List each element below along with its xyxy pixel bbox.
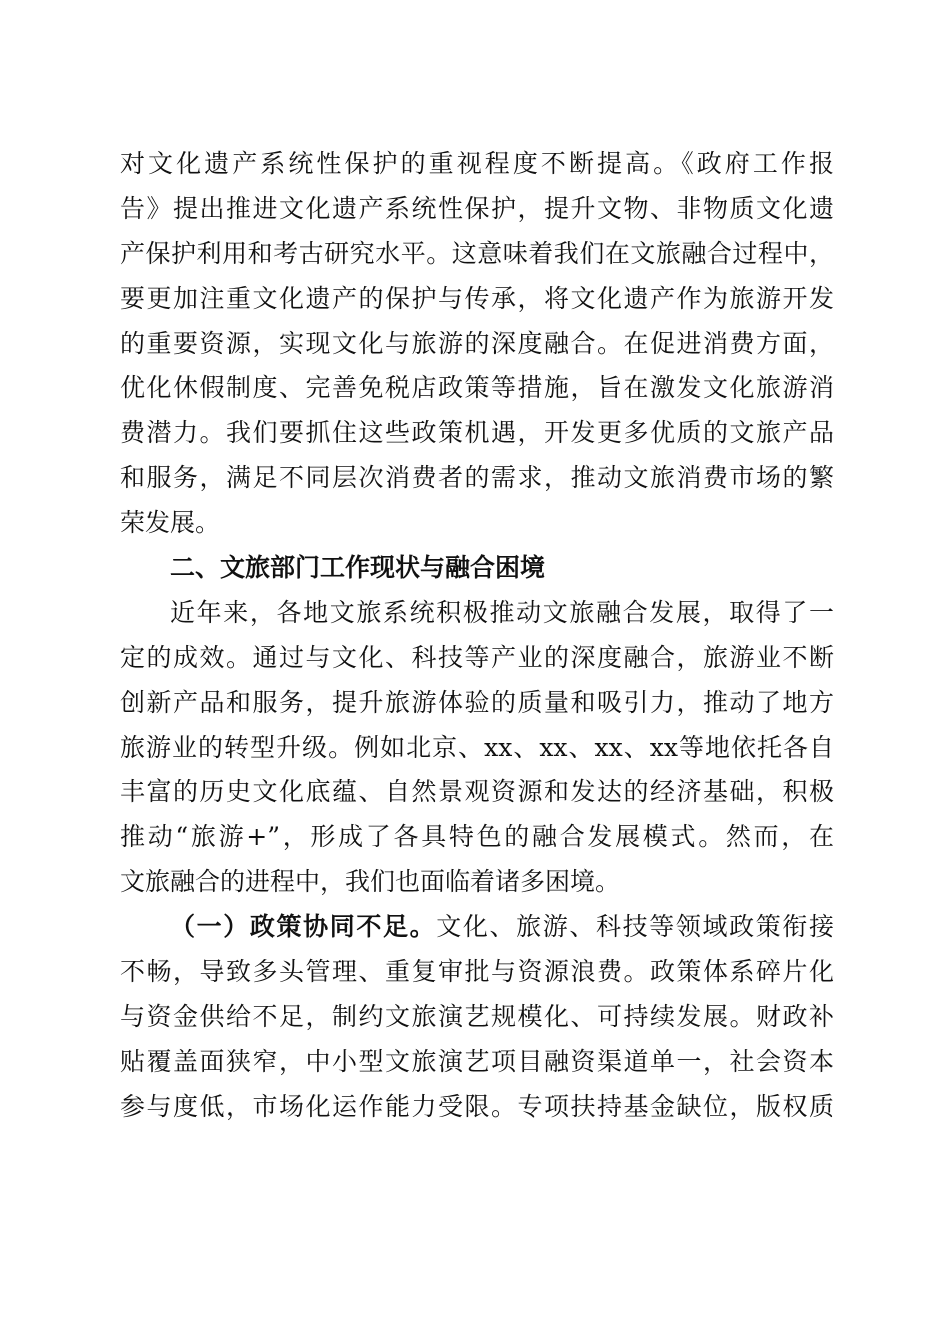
text-line: 贴覆盖面狭窄，中小型文旅演艺项目融资渠道单一，社会资本 (120, 1046, 834, 1076)
paragraph-policy-coordination (120, 905, 834, 1129)
text-line: 近年来，各地文旅系统积极推动文旅融合发展，取得了一 (170, 597, 834, 627)
text-line: 丰富的历史文化底蕴、自然景观资源和发达的经济基础，积极 (120, 777, 834, 807)
text-line: 与资金供给不足，制约文旅演艺规模化、可持续发展。财政补 (120, 1001, 834, 1031)
text-line: 费潜力。我们要抓住这些政策机遇，开发更多优质的文旅产品 (120, 418, 834, 448)
text-line (120, 905, 834, 950)
text-fragment: 文化、旅游、科技等领域政策衔接 (436, 912, 834, 942)
text-line: 的重要资源，实现文化与旅游的深度融合。在促进消费方面， (120, 328, 834, 358)
text-line: 文旅融合的进程中，我们也面临着诸多困境。 (120, 867, 621, 897)
text-line: 产保护利用和考古研究水平。这意味着我们在文旅融合过程中， (120, 238, 834, 268)
text-line: 推动“旅游+”，形成了各具特色的融合发展模式。然而，在 (120, 822, 834, 852)
text-line: 荣发展。 (120, 508, 221, 538)
section-heading: 二、文旅部门工作现状与融合困境 (170, 553, 546, 583)
text-line: 和服务，满足不同层次消费者的需求，推动文旅消费市场的繁 (120, 463, 834, 493)
text-line: 不畅，导致多头管理、重复审批与资源浪费。政策体系碎片化 (120, 957, 834, 987)
text-line: 定的成效。通过与文化、科技等产业的深度融合，旅游业不断 (120, 642, 834, 672)
text-line: 创新产品和服务，提升旅游体验的质量和吸引力，推动了地方 (120, 687, 834, 717)
text-line: 要更加注重文化遗产的保护与传承，将文化遗产作为旅游开发 (120, 283, 834, 313)
paragraph-current-status (120, 591, 834, 905)
subheading: （一）政策协同不足。 (170, 912, 437, 942)
paragraph-policy-opportunities (120, 142, 834, 546)
document-body (120, 142, 834, 1130)
text-line: 参与度低，市场化运作能力受限。专项扶持基金缺位，版权质 (120, 1091, 834, 1121)
text-line: 旅游业的转型升级。例如北京、xx、xx、xx、xx等地依托各自 (120, 732, 834, 762)
text-line: 对文化遗产系统性保护的重视程度不断提高。《政府工作报 (120, 149, 834, 178)
text-line: 优化休假制度、完善免税店政策等措施，旨在激发文化旅游消 (120, 373, 834, 403)
text-line: 告》提出推进文化遗产系统性保护，提升文物、非物质文化遗 (120, 193, 834, 223)
